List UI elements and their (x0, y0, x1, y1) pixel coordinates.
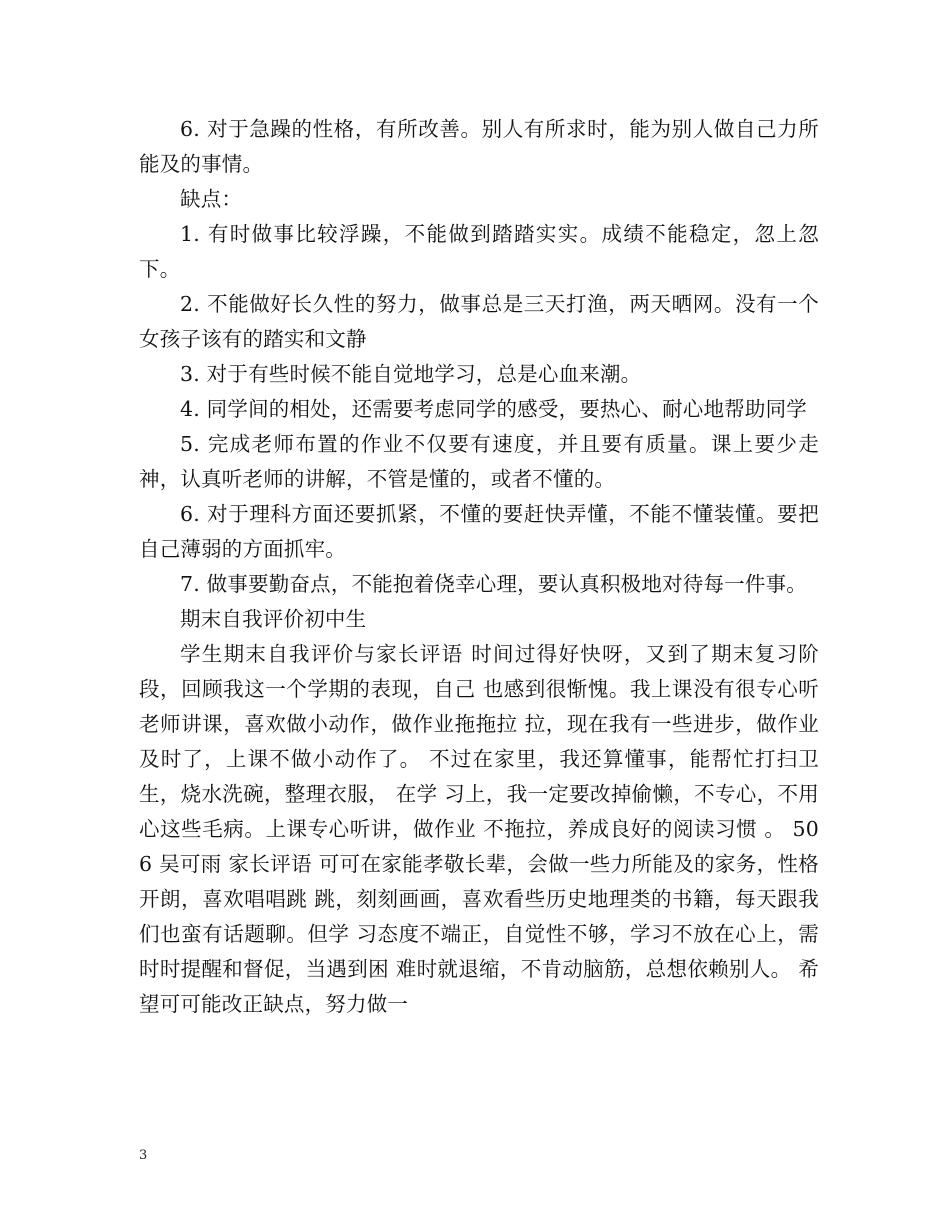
paragraph-weakness-3: 3. 对于有些时候不能自觉地学习，总是心血来潮。 (180, 362, 642, 386)
page-number: 3 (139, 1148, 148, 1163)
document-body (139, 112, 819, 1022)
paragraph-weakness-5: 5. 完成老师布置的作业不仅要有速度，并且要有质量。课上要少走神，认真听老师的讲解，不管是懂的，或者不懂的。 (139, 432, 819, 491)
heading-weaknesses: 缺点： (180, 187, 243, 211)
paragraph-weakness-1: 1. 有时做事比较浮躁，不能做到踏踏实实。成绩不能稳定，忽上忽下。 (139, 222, 819, 281)
section-title: 期末自我评价初中生 (180, 607, 367, 631)
paragraph-weakness-2: 2. 不能做好长久性的努力，做事总是三天打渔，两天晒网。没有一个女孩子该有的踏实和文静 (139, 292, 819, 351)
paragraph-evaluation: 学生期末自我评价与家长评语 时间过得好快呀，又到了期末复习阶段，回顾我这一个学期的表现，自己 也感到很惭愧。我上课没有很专心听老师讲课，喜欢做小动作，做作业拖拖拉 拉，现在我有一些进步，做作业及时了，上课不做小动作了。 不过在家里，我还算懂事，能帮忙打扫卫生，烧水洗碗，整理衣服， 在学 习上，我一定要改掉偷懒，不专心，不用心这些毛病。上课专心听讲，做作业 不拖拉，养成良好的阅读习惯 。 506 吴可雨 家长评语 可可在家能孝敬长辈，会做一些力所能及的家务，性格开朗，喜欢唱唱跳 跳，刻刻画画，喜欢看些历史地理类的书籍，每天跟我们也蛮有话题聊。但学 习态度不端正，自觉性不够，学习不放在心上，需时时提醒和督促，当遇到困 难时就退缩，不肯动脑筋，总想依赖别人。 希望可可能改正缺点，努力做一 (139, 642, 819, 1016)
paragraph-weakness-4: 4. 同学间的相处，还需要考虑同学的感受，要热心、耐心地帮助同学 (180, 397, 807, 421)
paragraph-strength-6: 6. 对于急躁的性格，有所改善。别人有所求时，能为别人做自己力所能及的事情。 (139, 117, 819, 176)
paragraph-weakness-7: 7. 做事要勤奋点，不能抱着侥幸心理，要认真积极地对待每一件事。 (180, 572, 807, 596)
paragraph-weakness-6: 6. 对于理科方面还要抓紧，不懂的要赶快弄懂，不能不懂装懂。要把自己薄弱的方面抓牢。 (139, 502, 819, 561)
